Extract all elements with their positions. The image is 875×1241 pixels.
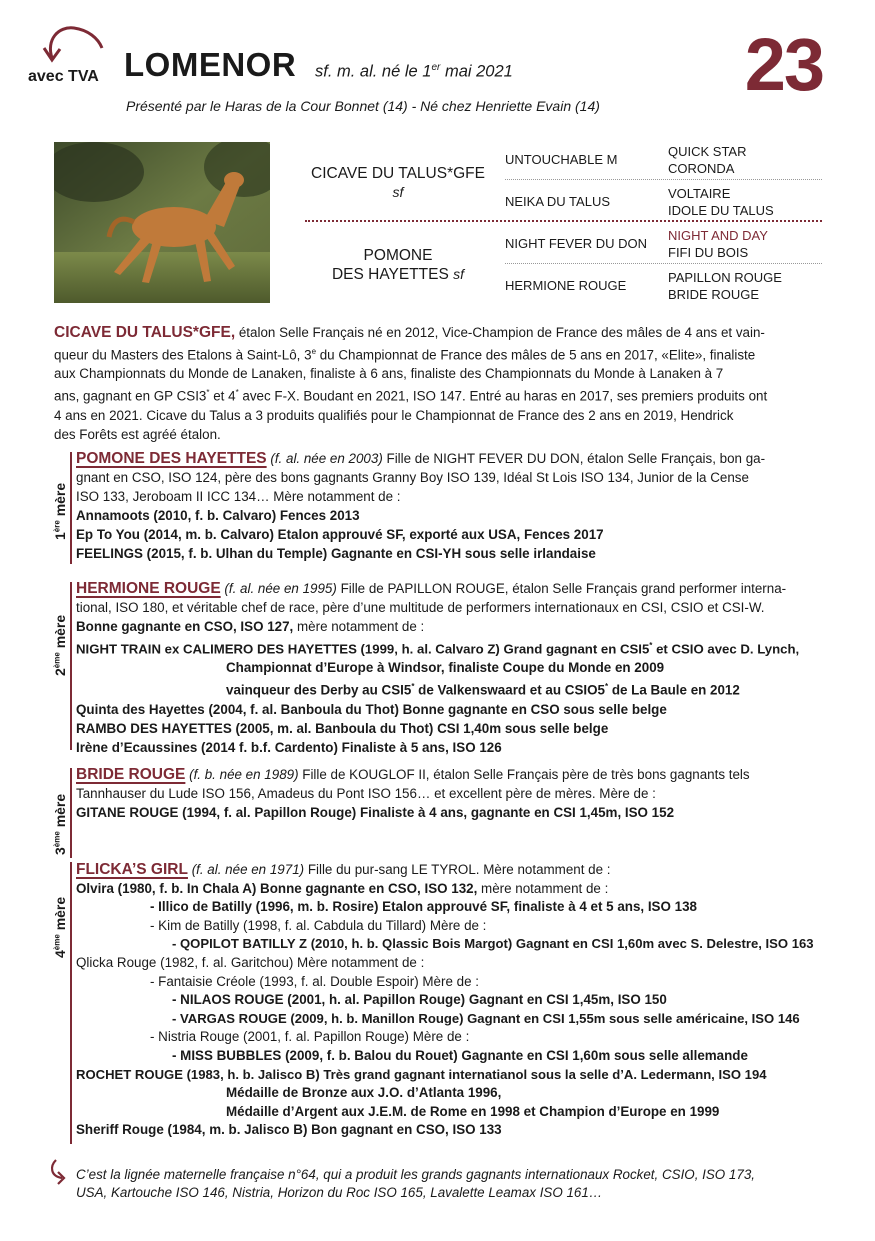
lot-number: 23 [744, 23, 823, 106]
presented-by: Présenté par le Haras de la Cour Bonnet (14) - Né chez Henriette Evain (14) [126, 98, 600, 114]
horse-description: sf. m. al. né le 1er mai 2021 [315, 62, 513, 81]
pedigree-ggs1: QUICK STAR CORONDA [668, 144, 747, 176]
fourth-dam-label: 4ème mère [52, 896, 68, 958]
pedigree-gs3: NIGHT FEVER DU DON [505, 236, 648, 251]
footnote: C’est la lignée maternelle française n°64, qui a produit les grands gagnants internationaux Rocket, CSIO, ISO 173, USA, Kartouche ISO 146, Nistria, Horizon du Roc ISO 165, Lavalette Leamax ISO 161… [76, 1167, 755, 1200]
pedigree-ggs4: PAPILLON ROUGE BRIDE ROUGE [668, 270, 782, 302]
third-dam-label: 3ème mère [52, 793, 68, 855]
pedigree-row-divider [505, 179, 822, 180]
curved-arrow-icon [40, 20, 110, 65]
horse-photo [54, 142, 270, 303]
section-bar [70, 768, 72, 858]
sire-paragraph: CICAVE DU TALUS*GFE, étalon Selle Français né en 2012, Vice-Champion de France des mâles de 4 ans et vain- queur du Masters des Etalons à Saint-Lô, 3e du Championnat de France des mâles de 5 ans en 2017, «Elite», finaliste aux Championnats du Monde de Lanaken, finaliste à 6 ans, finaliste des Championnats du Monde à Lanaken à 7 ans, gagnant en GP CSI3* et 4* avec F-X. Boudant en 2021, ISO 147. Entré au haras en 2017, ses premiers produits ont 4 ans en 2021. Cicave du Talus a 3 produits qualifiés pour le Championnat de France des 2 ans en 2019, Hendrick des Forêts est agréé étalon. [54, 324, 768, 442]
third-dam-name: BRIDE ROUGE [76, 766, 186, 783]
vat-label: avec TVA [28, 68, 99, 85]
pedigree-ggs2: VOLTAIRE IDOLE DU TALUS [668, 186, 774, 218]
section-bar [70, 452, 72, 564]
section-bar [70, 582, 72, 750]
second-dam-name: HERMIONE ROUGE [76, 580, 221, 597]
third-dam-section: BRIDE ROUGE (f. b. née en 1989) Fille de KOUGLOF II, étalon Selle Français père de très bons gagnants tels Tannhauser du Lude ISO 156, Amadeus du Pont ISO 156… et excellent père de mères. Mère de : GITANE ROUGE (1994, f. al. Papillon Rouge) Finaliste à 4 ans, gagnante en CSI 1,45m, ISO 152 [76, 766, 750, 820]
curved-arrow-icon [48, 1158, 74, 1186]
first-dam-name: POMONE DES HAYETTES [76, 450, 267, 467]
fourth-dam-section: FLICKA’S GIRL (f. al. née en 1971) Fille du pur-sang LE TYROL. Mère notamment de : Olvira (1980, f. b. In Chala A) Bonne gagnante en CSO, ISO 132, mère notamment de : - Illico de Batilly (1996, m. b. Rosire) Etalon approuvé SF, finaliste à 4 et 5 ans, ISO 138 - Kim de Batilly (1998, f. al. Cabdula du Tillard) Mère de : - QOPILOT BATILLY Z (2010, h. b. Qlassic Bois Margot) Gagnant en CSI 1,60m avec S. Delestre, ISO 163 Qlicka Rouge (1982, f. al. Garitchou) Mère notamment de : - Fantaisie Créole (1993, f. al. Double Espoir) Mère de : - NILAOS ROUGE (2001, h. al. Papillon Rouge) Gagnant en CSI 1,45m, ISO 150 - VARGAS ROUGE (2009, h. b. Manillon Rouge) Gagnant en CSI 1,55m sous selle américaine, ISO 146 - Nistria Rouge (2001, f. al. Papillon Rouge) Mère de : - MISS BUBBLES (2009, f. b. Balou du Rouet) Gagnante en CSI 1,60m sous selle allemande ROCHET ROUGE (1983, h. b. Jalisco B) Très grand gagnant internatianol sous la selle d’A. Ledermann, ISO 194 Médaille de Bronze aux J.O. d’Atlanta 1996, Médaille d’Argent aux J.E.M. de Rome en 1998 et Champion d’Europe en 1999 Sheriff Rouge (1984, m. b. Jalisco B) Bon gagnant en CSO, ISO 133 [76, 861, 814, 1138]
second-dam-section: HERMIONE ROUGE (f. al. née en 1995) Fille de PAPILLON ROUGE, étalon Selle Français grand performer interna- tional, ISO 180, et véritable chef de race, père d’une multitude de performers internationaux en CSI, CSIO et CSI-W. Bonne gagnante en CSO, ISO 127, mère notamment de : NIGHT TRAIN ex CALIMERO DES HAYETTES (1999, h. al. Calvaro Z) Grand gagnant en CSI5* et CSIO avec D. Lynch, Championnat d’Europe à Windsor, finaliste Coupe du Monde en 2009 vainqueur des Derby au CSI5* de Valkenswaard et au CSIO5* de La Baule en 2012 Quinta des Hayettes (2004, f. al. Banboula du Thot) Bonne gagnante en CSO sous selle belge RAMBO DES HAYETTES (2005, m. al. Banboula du Thot) CSI 1,40m sous selle belge Irène d’Ecaussines (2014 f. b.f. Cardento) Finaliste à 5 ans, ISO 126 [76, 580, 800, 755]
pedigree-gs4: HERMIONE ROUGE [505, 278, 627, 293]
pedigree-gs1: UNTOUCHABLE M [505, 152, 618, 167]
pedigree-ggs3: NIGHT AND DAY FIFI DU BOIS [668, 228, 768, 260]
pedigree-divider [305, 220, 822, 222]
pedigree-sire: CICAVE DU TALUS*GFE sf [311, 165, 485, 200]
fourth-dam-name: FLICKA’S GIRL [76, 861, 188, 878]
pedigree-dam: POMONE DES HAYETTES sf [331, 247, 465, 283]
second-dam-label: 2ème mère [52, 614, 68, 676]
pedigree-row-divider [505, 263, 822, 264]
horse-name: LOMENOR [124, 46, 297, 83]
section-bar [70, 862, 72, 1144]
first-dam-section: POMONE DES HAYETTES (f. al. née en 2003) Fille de NIGHT FEVER DU DON, étalon Selle Français, bon ga- gnant en CSO, ISO 124, père des bons gagnants Granny Boy ISO 139, Idéal St Lois ISO 134, Junior de la Cense ISO 133, Jeroboam II ICC 134… Mère notamment de : Annamoots (2010, f. b. Calvaro) Fences 2013 Ep To You (2014, m. b. Calvaro) Etalon approuvé SF, exporté aux USA, Fences 2017 FEELINGS (2015, f. b. Ulhan du Temple) Gagnante en CSI-YH sous selle irlandaise [76, 450, 766, 561]
pedigree-gs2: NEIKA DU TALUS [505, 194, 610, 209]
first-dam-label: 1ère mère [52, 482, 68, 540]
